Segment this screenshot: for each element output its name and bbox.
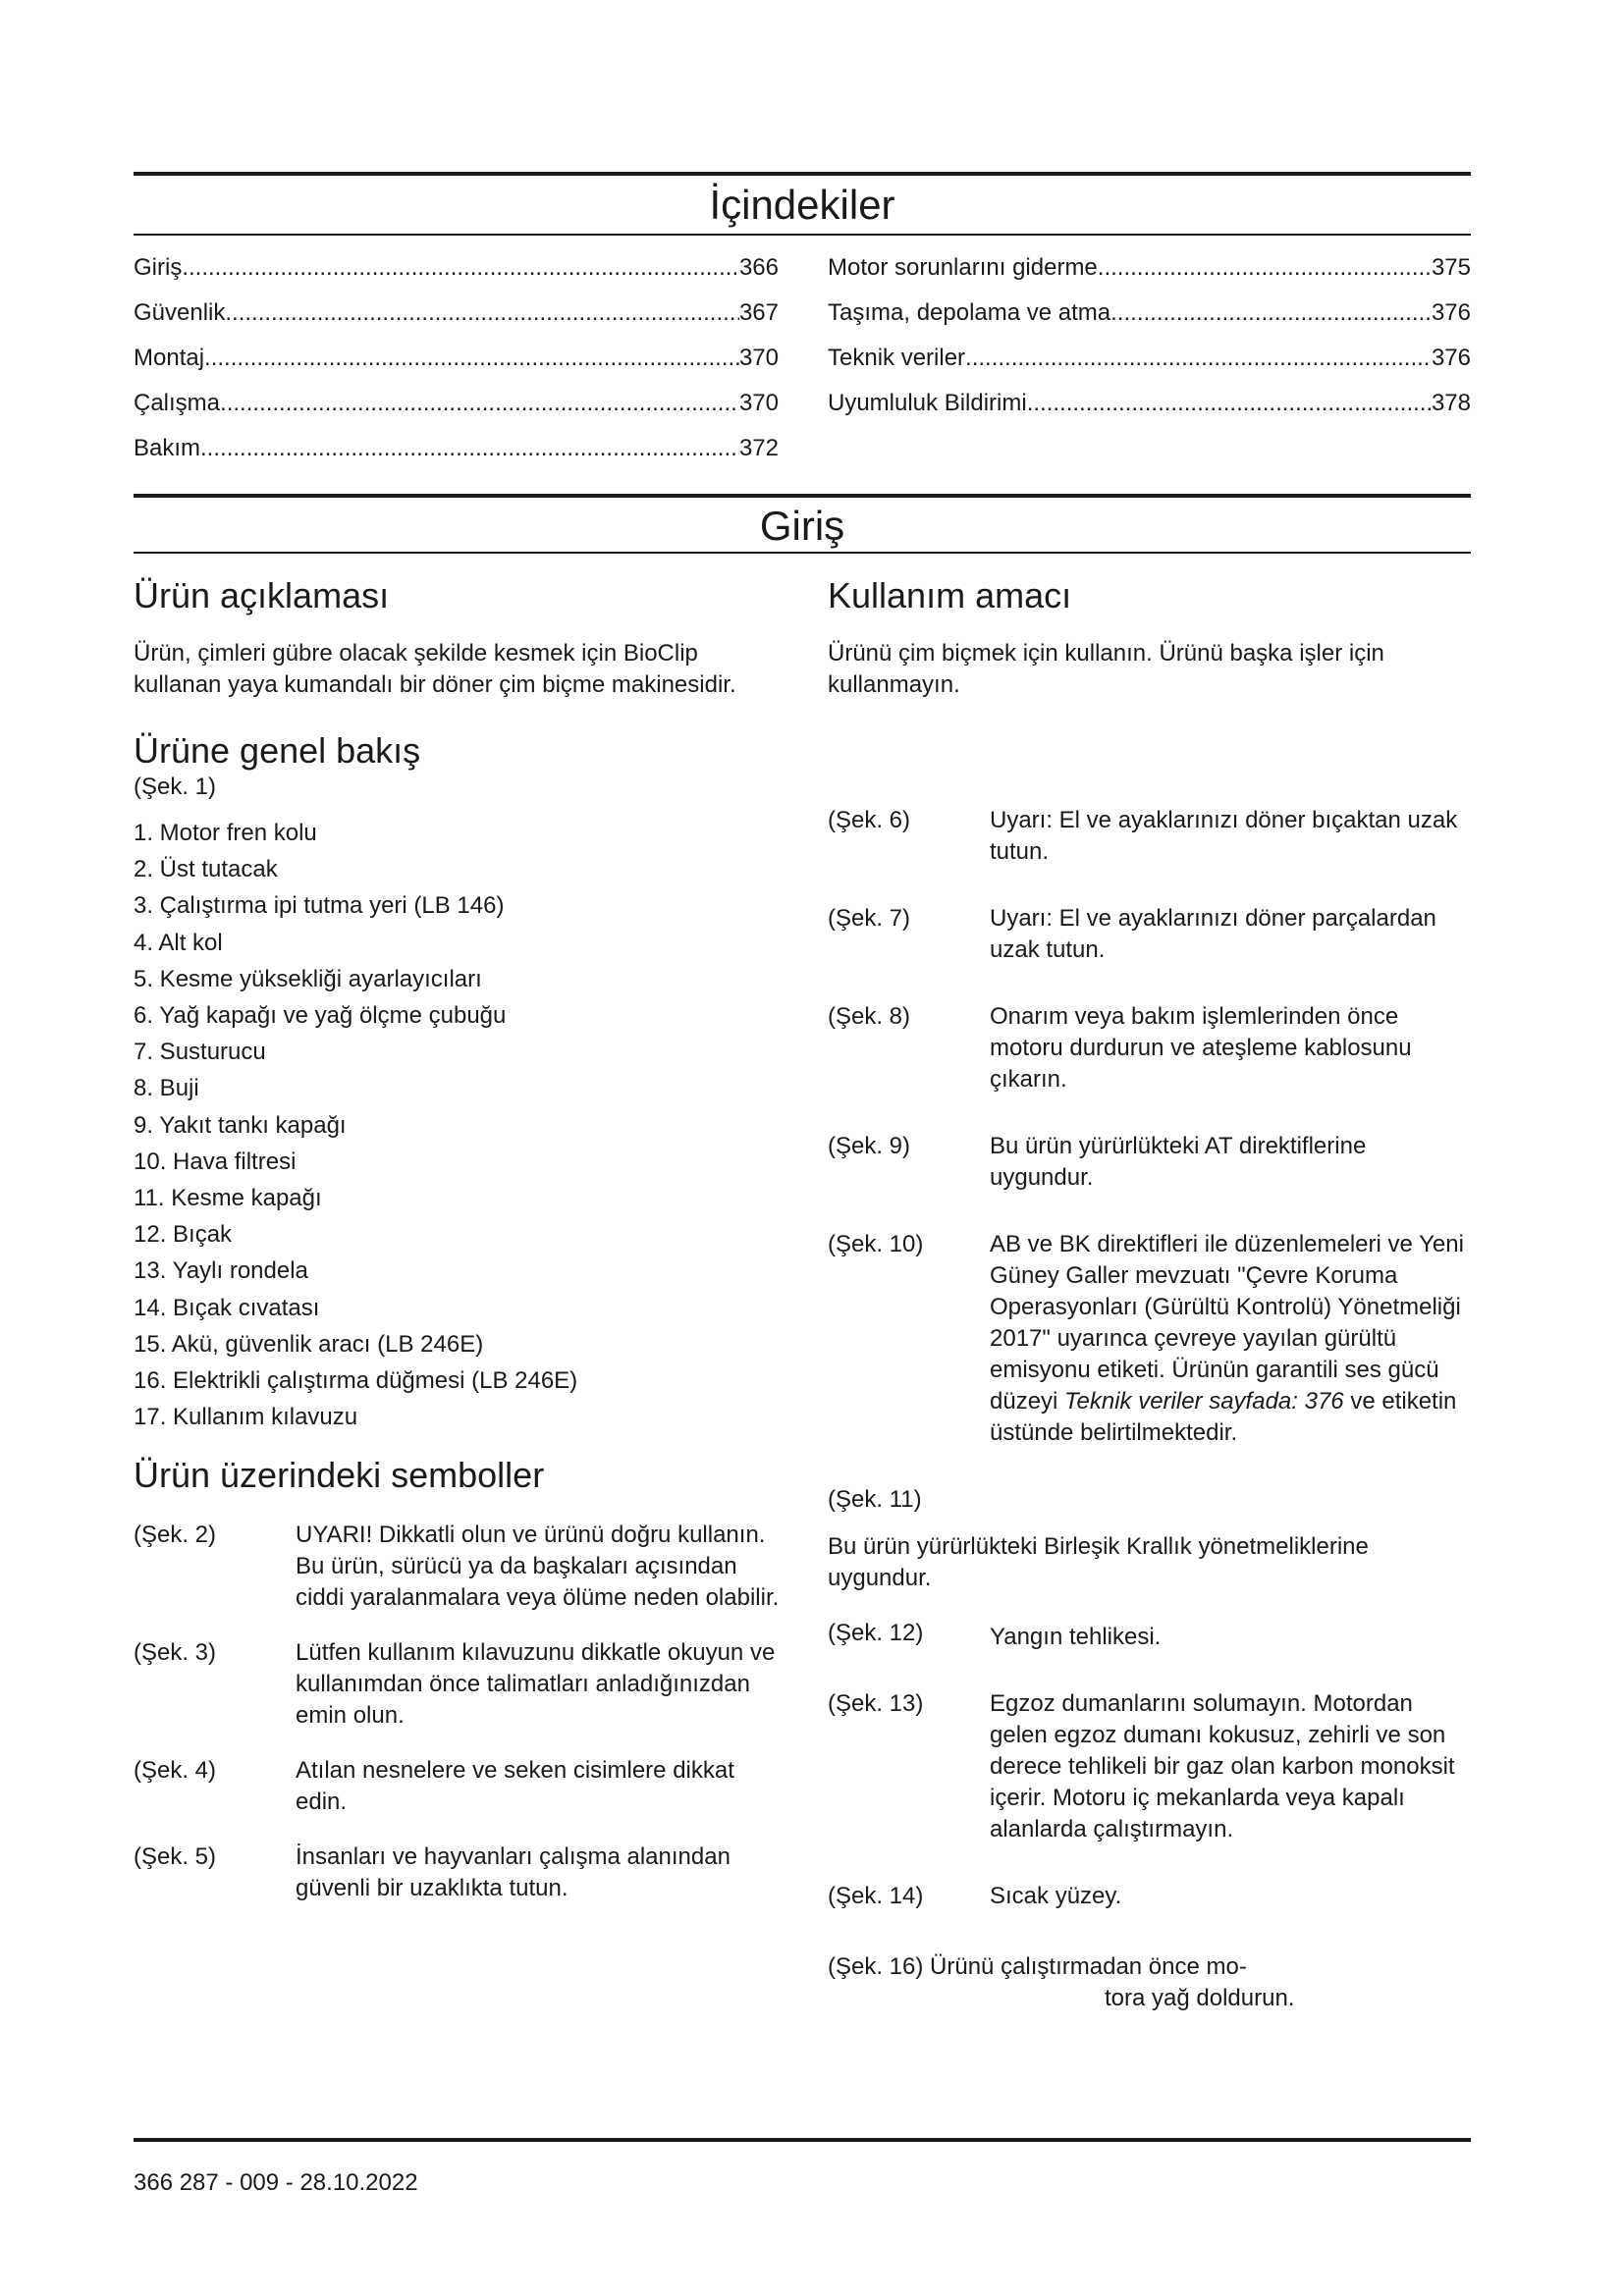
list-item: 3. Çalıştırma ipi tutma yeri (LB 146) (134, 892, 505, 920)
symbol-entry: (Şek. 6) Uyarı: El ve ayaklarınızı döner bıçaktan uzak tutun. (828, 807, 1458, 865)
symbol-entry: (Şek. 12) Yangın tehlikesi. (828, 1620, 1162, 1650)
toc-entry[interactable]: Montaj ..... 370 (134, 344, 779, 389)
toc-title: İçindekiler (709, 182, 895, 228)
list-item: 9. Yakıt tankı kapağı (134, 1111, 347, 1139)
list-item: 7. Susturucu (134, 1039, 266, 1066)
list-item: 1. Motor fren kolu (134, 820, 317, 846)
intro-title-rule (134, 552, 1471, 554)
list-item: 6. Yağ kapağı ve yağ ölçme çubuğu (134, 1002, 507, 1030)
left-column (134, 575, 782, 1904)
symbol-entry: (Şek. 14) Sıcak yüzey. (828, 1883, 1122, 1909)
noise-label-description: AB ve BK direktifleri ile düzenlemeleri ve Yeni Güney Galler mevzuatı "Çevre Koruma Operasyonları (Gürültü Kontrolü) Yönetmeliği 2017" uyarınca çevreye yayılan gürültü emisyonu etiketi. Ürünün garantili ses gücü düzeyi Teknik veriler sayfada: 376 ve etiketin üstünde belirtilmektedir. (990, 1231, 1464, 1446)
overview-heading: Ürüne genel bakış (134, 730, 421, 771)
technical-data-link[interactable]: Teknik veriler sayfada: 376 (1064, 1388, 1344, 1415)
sek16-line2: tora yağ doldurun. (1105, 1985, 1295, 2011)
intro-title: Giriş (759, 503, 845, 549)
symbol-entry: (Şek. 3) Lütfen kullanım kılavuzunu dikkatle okuyun ve kullanımdan önce talimatları anladığınızdan emin olun. (134, 1639, 776, 1730)
toc-entry[interactable]: Uyumluluk Bildirimi ..... 378 (828, 389, 1471, 434)
symbol-entry: (Şek. 10) AB ve BK direktifleri ile düzenlemeleri ve Yeni Güney Galler mevzuatı "Çevre Koruma Operasyonları (Gürültü Kontrolü) Yönetmeliği 2017" uyarınca çevreye yayılan gürültü emisyonu etiketi. Ürünün garantili ses gücü düzeyi Teknik veriler sayfada: 376 ve etiketin üstünde belirtilmektedir. (828, 1229, 1476, 1449)
symbol-entry: (Şek. 13) Egzoz dumanlarını solumayın. Motordan gelen egzoz dumanı kokusuz, zehirli ve son derece tehlikeli bir gaz olan karbon monoksit içerir. Motoru iç mekanlarda veya kapalı alanlarda çalıştırmayın. (828, 1690, 1455, 1842)
symbol-entry: (Şek. 8) Onarım veya bakım işlemlerinden önce motoru durdurun ve ateşleme kablosunu çıkarın. (828, 1003, 1412, 1093)
toc-entry[interactable]: Giriş ..... 366 (134, 253, 779, 298)
toc-top-rule (134, 172, 1471, 176)
intro-top-rule (134, 494, 1471, 498)
symbol-entry: (Şek. 9) Bu ürün yürürlükteki AT direktiflerine uygundur. (828, 1133, 1367, 1191)
footer-rule (134, 2138, 1471, 2142)
symbol-entry: (Şek. 7) Uyarı: El ve ayaklarınızı döner parçalardan uzak tutun. (828, 905, 1436, 963)
overview-figure-ref: (Şek. 1) (134, 774, 217, 800)
sek16-line1: (Şek. 16) Ürünü çalıştırmadan önce mo- (828, 1953, 1247, 1980)
list-item: 14. Bıçak cıvatası (134, 1294, 320, 1321)
list-item: 17. Kullanım kılavuzu (134, 1404, 358, 1431)
toc-entry[interactable]: Teknik veriler ..... 376 (828, 344, 1471, 389)
list-item: 10. Hava filtresi (134, 1148, 297, 1175)
product-description-text: Ürün, çimleri gübre olacak şekilde kesmek için BioClip kullanan yaya kumandalı bir döner çim biçme makinesidir. (134, 640, 736, 698)
list-item: 13. Yaylı rondela (134, 1257, 308, 1285)
toc-title-rule (134, 234, 1471, 236)
toc-right-column (828, 253, 1471, 434)
toc-entry[interactable]: Taşıma, depolama ve atma ..... 376 (828, 298, 1471, 344)
intended-use-heading: Kullanım amacı (828, 575, 1072, 615)
toc-entry[interactable]: Motor sorunlarını giderme ..... 375 (828, 253, 1471, 298)
toc-entry[interactable]: Bakım ..... 372 (134, 434, 779, 479)
list-item: 11. Kesme kapağı (134, 1185, 322, 1212)
uk-conformity-text: Bu ürün yürürlükteki Birleşik Krallık yönetmeliklerine uygundur. (828, 1533, 1369, 1591)
list-item: 12. Bıçak (134, 1221, 233, 1249)
intended-use-text: Ürünü çim biçmek için kullanın. Ürünü başka işler için kullanmayın. (828, 640, 1384, 698)
list-item: 5. Kesme yüksekliği ayarlayıcıları (134, 965, 482, 992)
symbol-ref-sek11: (Şek. 11) (828, 1486, 922, 1513)
right-column (828, 575, 1476, 2011)
list-item: 16. Elektrikli çalıştırma düğmesi (LB 246E) (134, 1367, 578, 1395)
symbol-entry: (Şek. 4) Atılan nesnelere ve seken cisimlere dikkat edin. (134, 1757, 734, 1816)
toc-entry[interactable]: Çalışma ..... 370 (134, 389, 779, 434)
document-number: 366 287 - 009 - 28.10.2022 (134, 2169, 418, 2196)
list-item: 15. Akü, güvenlik aracı (LB 246E) (134, 1330, 484, 1358)
toc-left-column (134, 253, 779, 479)
toc-entry[interactable]: Güvenlik ..... 367 (134, 298, 779, 344)
overview-list (134, 815, 782, 1435)
product-description-heading: Ürün açıklaması (134, 575, 390, 615)
list-item: 8. Buji (134, 1075, 199, 1102)
symbol-entry: (Şek. 2) UYARI! Dikkatli olun ve ürünü doğru kullanın. Bu ürün, sürücü ya da başkaları açısından ciddi yaralanmalara veya ölüme neden olabilir. (134, 1522, 780, 1612)
symbol-entry: (Şek. 5) İnsanları ve hayvanları çalışma alanından güvenli bir uzaklıkta tutun. (134, 1843, 731, 1902)
list-item: 4. Alt kol (134, 929, 223, 956)
list-item: 2. Üst tutacak (134, 856, 278, 883)
symbols-heading: Ürün üzerindeki semboller (134, 1455, 545, 1496)
symbols-right-list (828, 805, 1476, 2014)
